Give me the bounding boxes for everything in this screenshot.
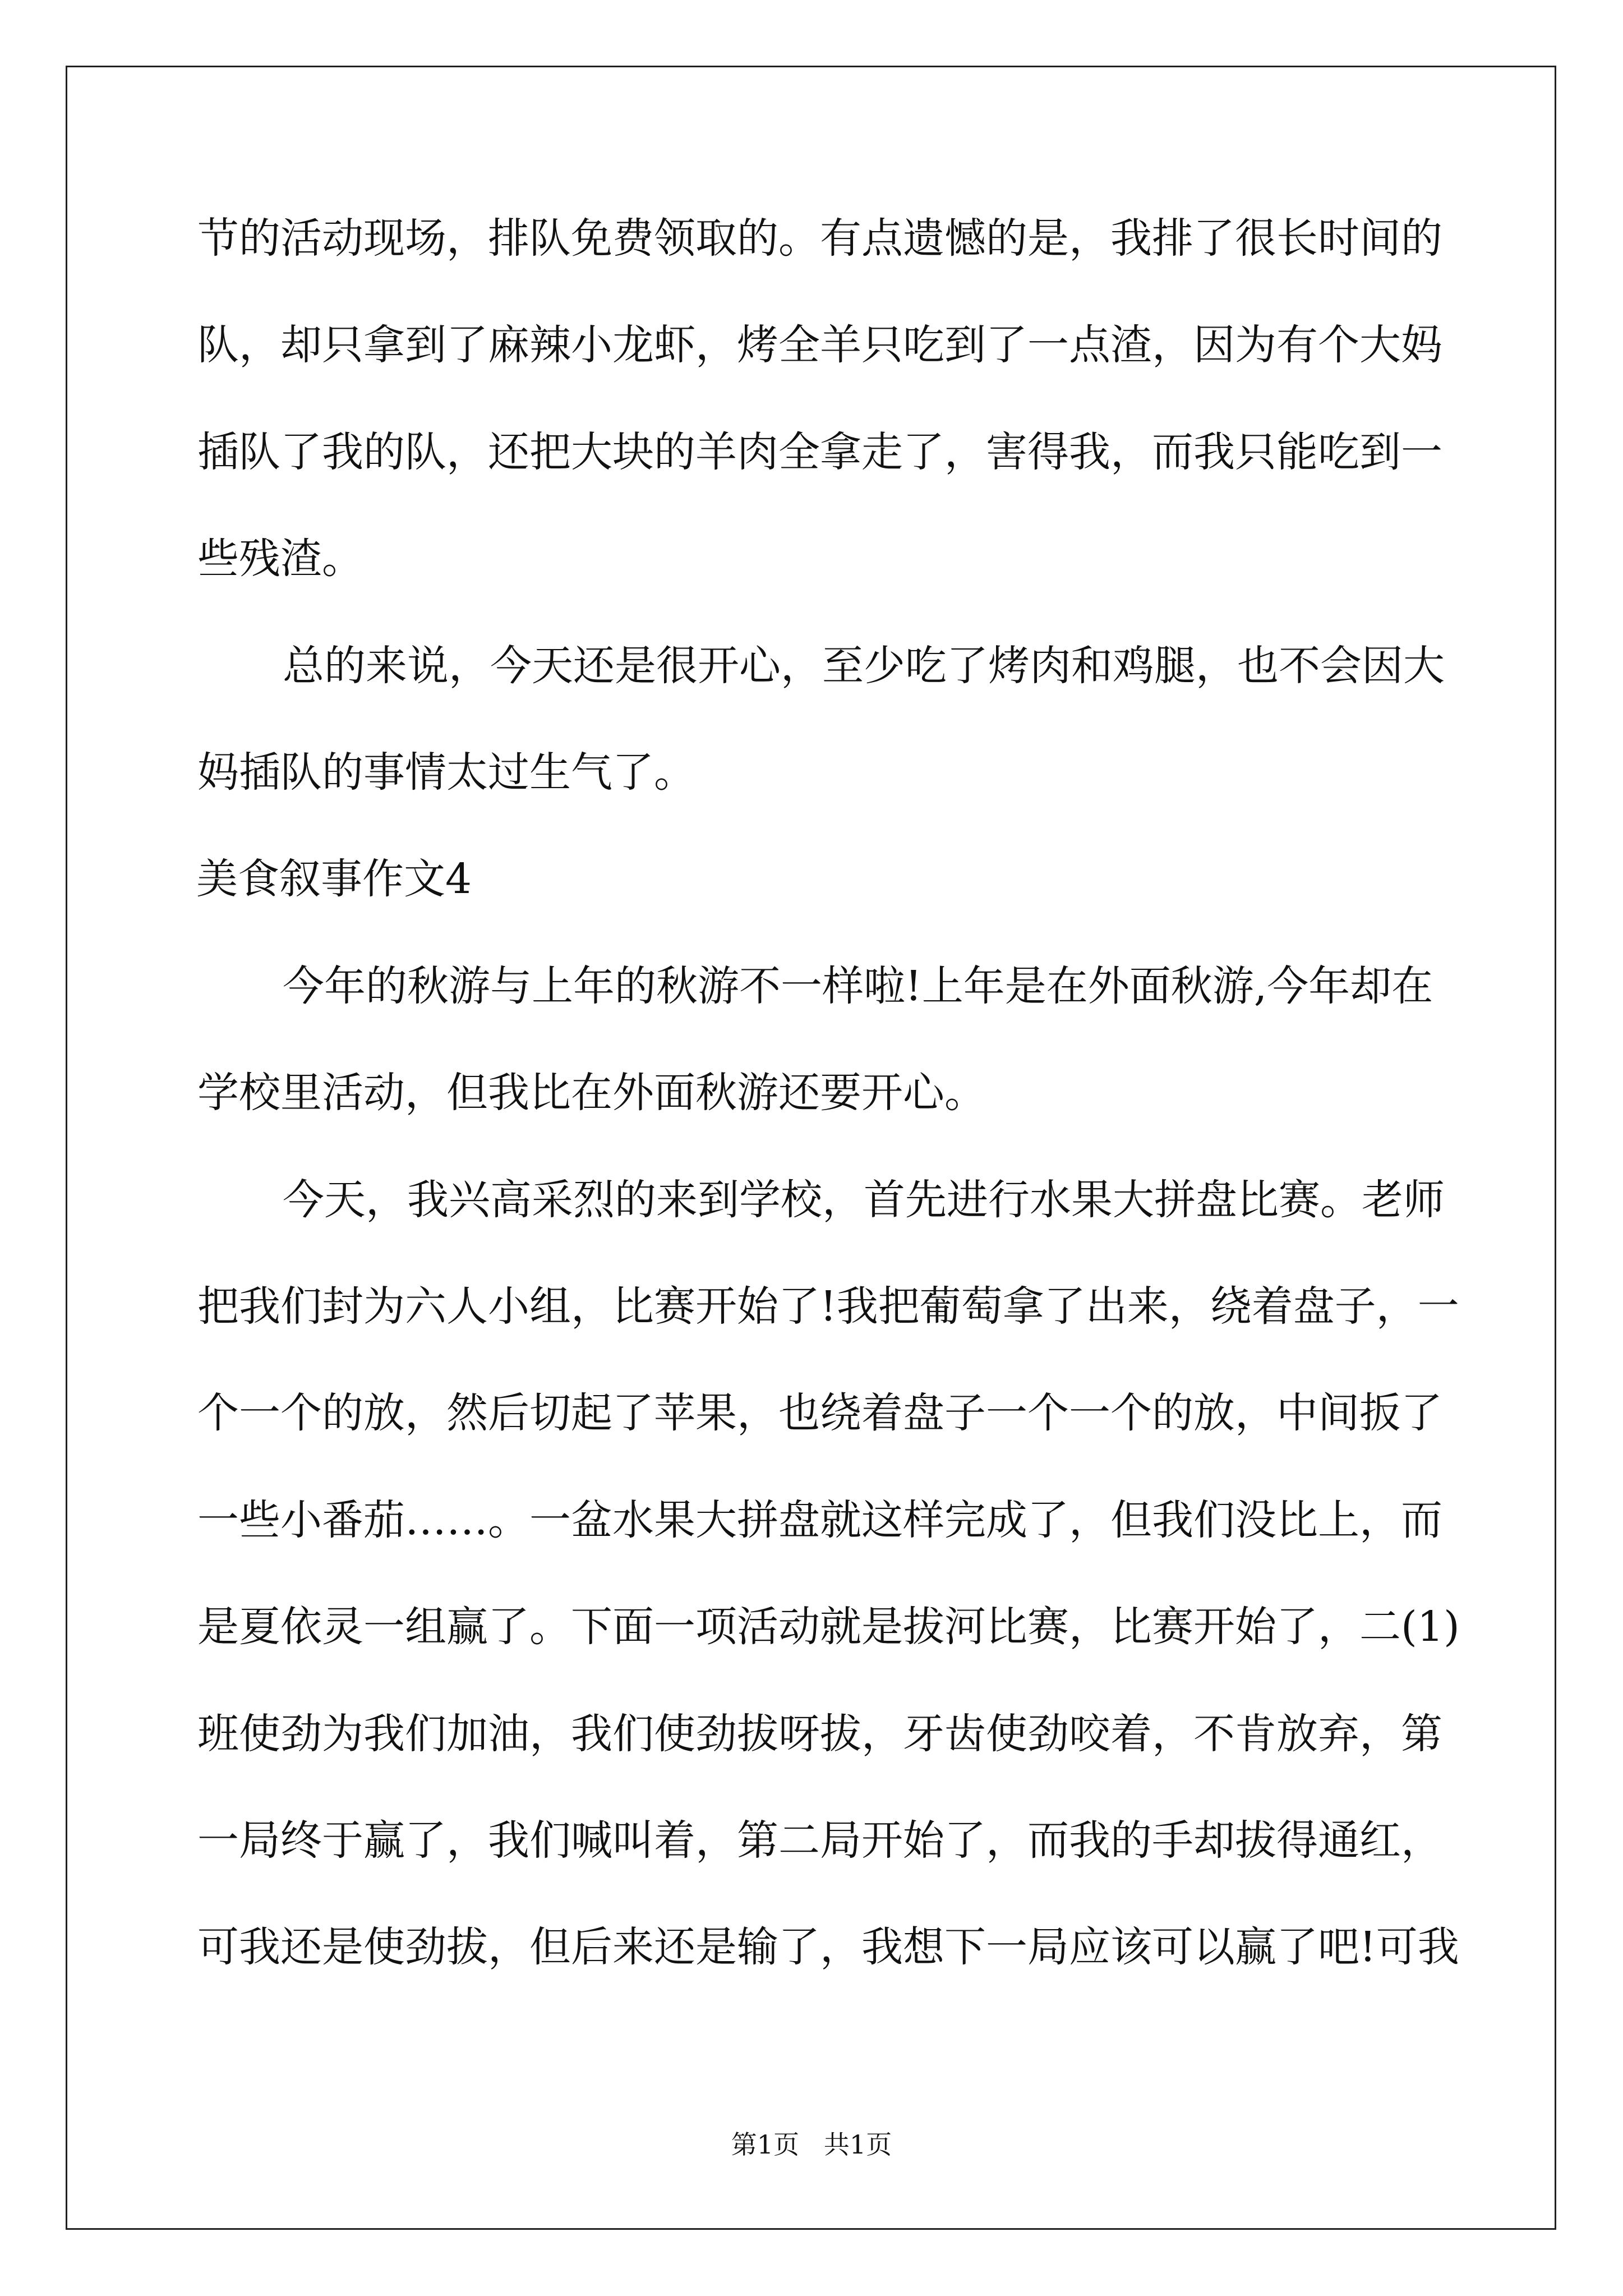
text-line: 一些小番茄……。一盆水果大拼盘就这样完成了，但我们没比上，而: [197, 1496, 1442, 1544]
page-number: 第1页 共1页: [731, 2129, 892, 2160]
text-line: 个一个的放，然后切起了苹果，也绕着盘子一个一个的放，中间扳了: [197, 1389, 1442, 1437]
text-line: 是夏依灵一组赢了。下面一项活动就是拔河比赛，比赛开始了，二(1): [197, 1603, 1460, 1651]
text-line: 一局终于赢了，我们喊叫着，第二局开始了，而我的手却拔得通红，: [197, 1816, 1442, 1865]
page-border: [66, 66, 1556, 2230]
text-line: 队，却只拿到了麻辣小龙虾，烤全羊只吃到了一点渣，因为有个大妈: [197, 321, 1442, 369]
paragraph-first-line: 总的来说，今天还是很开心，至少吃了烤肉和鸡腿，也不会因大: [283, 642, 1445, 690]
text-line: 学校里活动，但我比在外面秋游还要开心。: [197, 1069, 986, 1117]
paragraph-first-line: 今年的秋游与上年的秋游不一样啦!上年是在外面秋游,今年却在: [283, 962, 1433, 1010]
text-line: 插队了我的队，还把大块的羊肉全拿走了，害得我，而我只能吃到一: [197, 428, 1442, 476]
text-line: 可我还是使劲拔，但后来还是输了，我想下一局应该可以赢了吧!可我: [197, 1923, 1459, 1971]
text-line: 节的活动现场，排队免费领取的。有点遗憾的是，我排了很长时间的: [197, 214, 1442, 263]
text-line: 些残渣。: [197, 535, 363, 583]
section-heading: 美食叙事作文4: [196, 855, 472, 903]
text-line: 妈插队的事情太过生气了。: [197, 748, 695, 797]
text-line: 把我们封为六人小组，比赛开始了!我把葡萄拿了出来，绕着盘子，一: [197, 1282, 1459, 1331]
paragraph-first-line: 今天，我兴高采烈的来到学校，首先进行水果大拼盘比赛。老师: [283, 1176, 1445, 1224]
text-line: 班使劲为我们加油，我们使劲拔呀拔，牙齿使劲咬着，不肯放弃，第: [197, 1710, 1442, 1758]
